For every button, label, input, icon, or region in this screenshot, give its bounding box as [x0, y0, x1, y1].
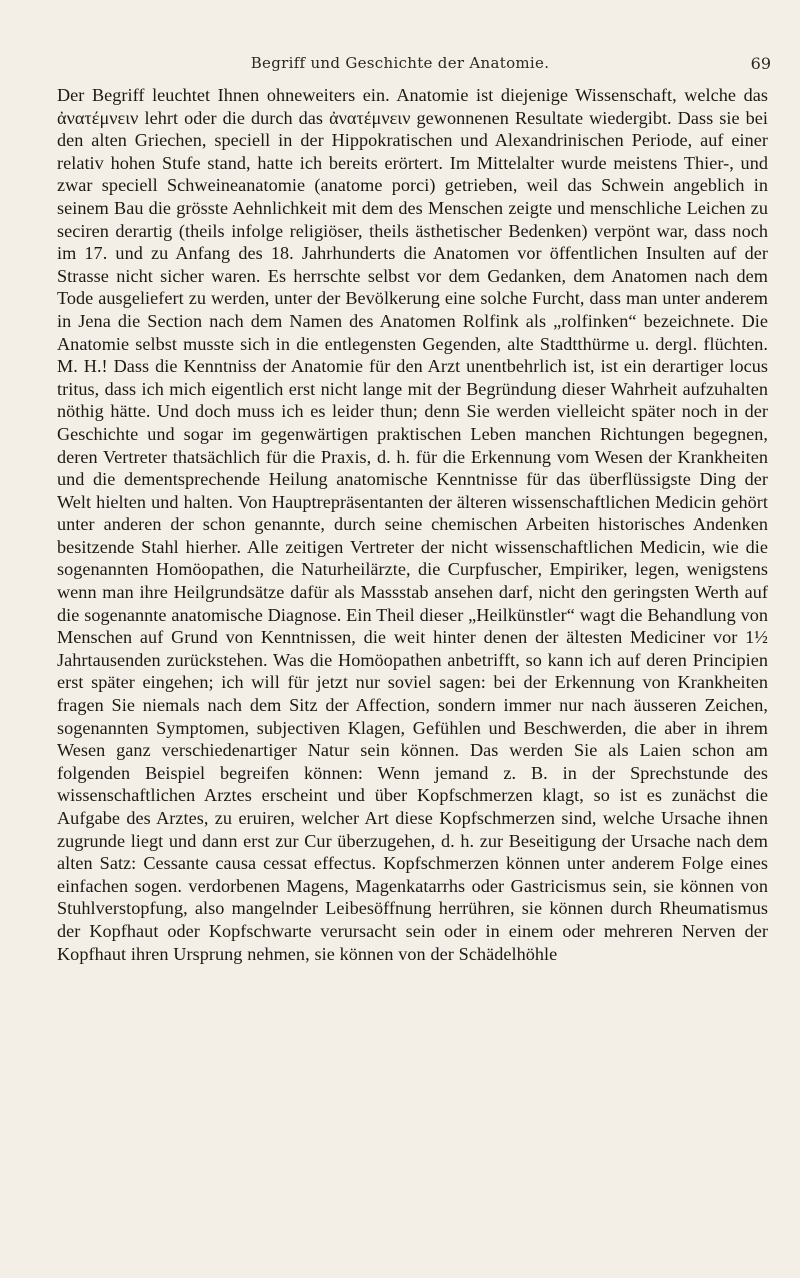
running-head: [0, 54, 800, 78]
page-number: 69: [750, 54, 771, 73]
body-paragraph: Der Begriff leuchtet Ihnen ohneweiters ein. Anatomie ist diejenige Wissenschaft, welche das ἀνατέμνειν lehrt oder die durch das ἀνατέμνειν gewonnenen Resultate wiedergibt. Dass sie bei den alten Griechen, speciell in der Hippokratischen und Alexandrinischen Periode, auf einer relativ hohen Stufe stand, hatte ich bereits erörtert. Im Mittelalter wurde meistens Thier-, und zwar speciell Schweineanatomie (anatome porci) getrieben, weil das Schwein angeblich in seinem Bau die grösste Aehnlichkeit mit dem des Menschen zeigte und menschliche Leichen zu seciren derartig (theils infolge religiöser, theils ästhetischer Bedenken) verpönt war, dass noch im 17. und zu Anfang des 18. Jahrhunderts die Anatomen vor öffentlichen Insulten auf der Strasse nicht sicher waren. Es herrschte selbst vor dem Gedanken, dem Anatomen nach dem Tode ausgeliefert zu werden, unter der Bevölkerung eine solche Furcht, dass man unter anderem in Jena die Section nach dem Namen des Anatomen Rolfink als „rolfinken“ bezeichnete. Die Anatomie selbst musste sich in die entlegensten Gegenden, alte Stadtthürme u. dergl. flüchten. M. H.! Dass die Kenntniss der Anatomie für den Arzt unentbehrlich ist, ist ein derartiger locus tritus, dass ich mich eigentlich erst nicht lange mit der Begründung dieser Wahrheit aufzuhalten nöthig hätte. Und doch muss ich es leider thun; denn Sie werden vielleicht später noch in der Geschichte und sogar im gegenwärtigen praktischen Leben manchen Richtungen begegnen, deren Vertreter thatsächlich für die Praxis, d. h. für die Erkennung vom Wesen der Krankheiten und die dementsprechende Heilung anatomische Kenntnisse für das überflüssigste Ding der Welt hielten und halten. Von Hauptrepräsentanten der älteren wissenschaftlichen Medicin gehört unter anderen der schon genannte, durch seine chemischen Arbeiten historisches Andenken besitzende Stahl hierher. Alle zeitigen Vertreter der nicht wissenschaftlichen Medicin, wie die sogenannten Homöopathen, die Naturheilärzte, die Curpfuscher, Empiriker, legen, wenigstens wenn man ihre Heilgrundsätze dafür als Massstab ansehen darf, nicht den geringsten Werth auf die sogenannte anatomische Diagnose. Ein Theil dieser „Heilkünstler“ wagt die Behandlung von Menschen auf Grund von Kenntnissen, die weit hinter denen der ältesten Mediciner vor 1½ Jahrtausenden zurückstehen. Was die Homöopathen anbetrifft, so kann ich auf deren Principien erst später eingehen; ich will für jetzt nur soviel sagen: bei der Erkennung von Krankheiten fragen Sie niemals nach dem Sitz der Affection, sondern immer nur nach äusseren Zeichen, sogenannten Symptomen, subjectiven Klagen, Gefühlen und Beschwerden, die aber in ihrem Wesen ganz verschiedenartiger Natur sein können. Das werden Sie als Laien schon am folgenden Beispiel begreifen können: Wenn jemand z. B. in der Sprechstunde des wissenschaftlichen Arztes erscheint und über Kopfschmerzen klagt, so ist es zunächst die Aufgabe des Arztes, zu eruiren, welcher Art diese Kopfschmerzen sind, welche Ursache ihnen zugrunde liegt und dann erst zur Cur überzugehen, d. h. zur Beseitigung der Ursache nach dem alten Satz: Cessante causa cessat effectus. Kopfschmerzen können unter anderem Folge eines einfachen sogen. verdorbenen Magens, Magenkatarrhs oder Gastricismus sein, sie können von Stuhlverstopfung, also mangelnder Leibesöffnung herrühren, sie können durch Rheumatismus der Kopfhaut oder Kopfschwarte verursacht sein oder in einem oder mehreren Nerven der Kopfhaut ihren Ursprung nehmen, sie können von der Schädelhöhle: [57, 85, 768, 964]
running-title: Begriff und Geschichte der Anatomie.: [250, 54, 550, 72]
